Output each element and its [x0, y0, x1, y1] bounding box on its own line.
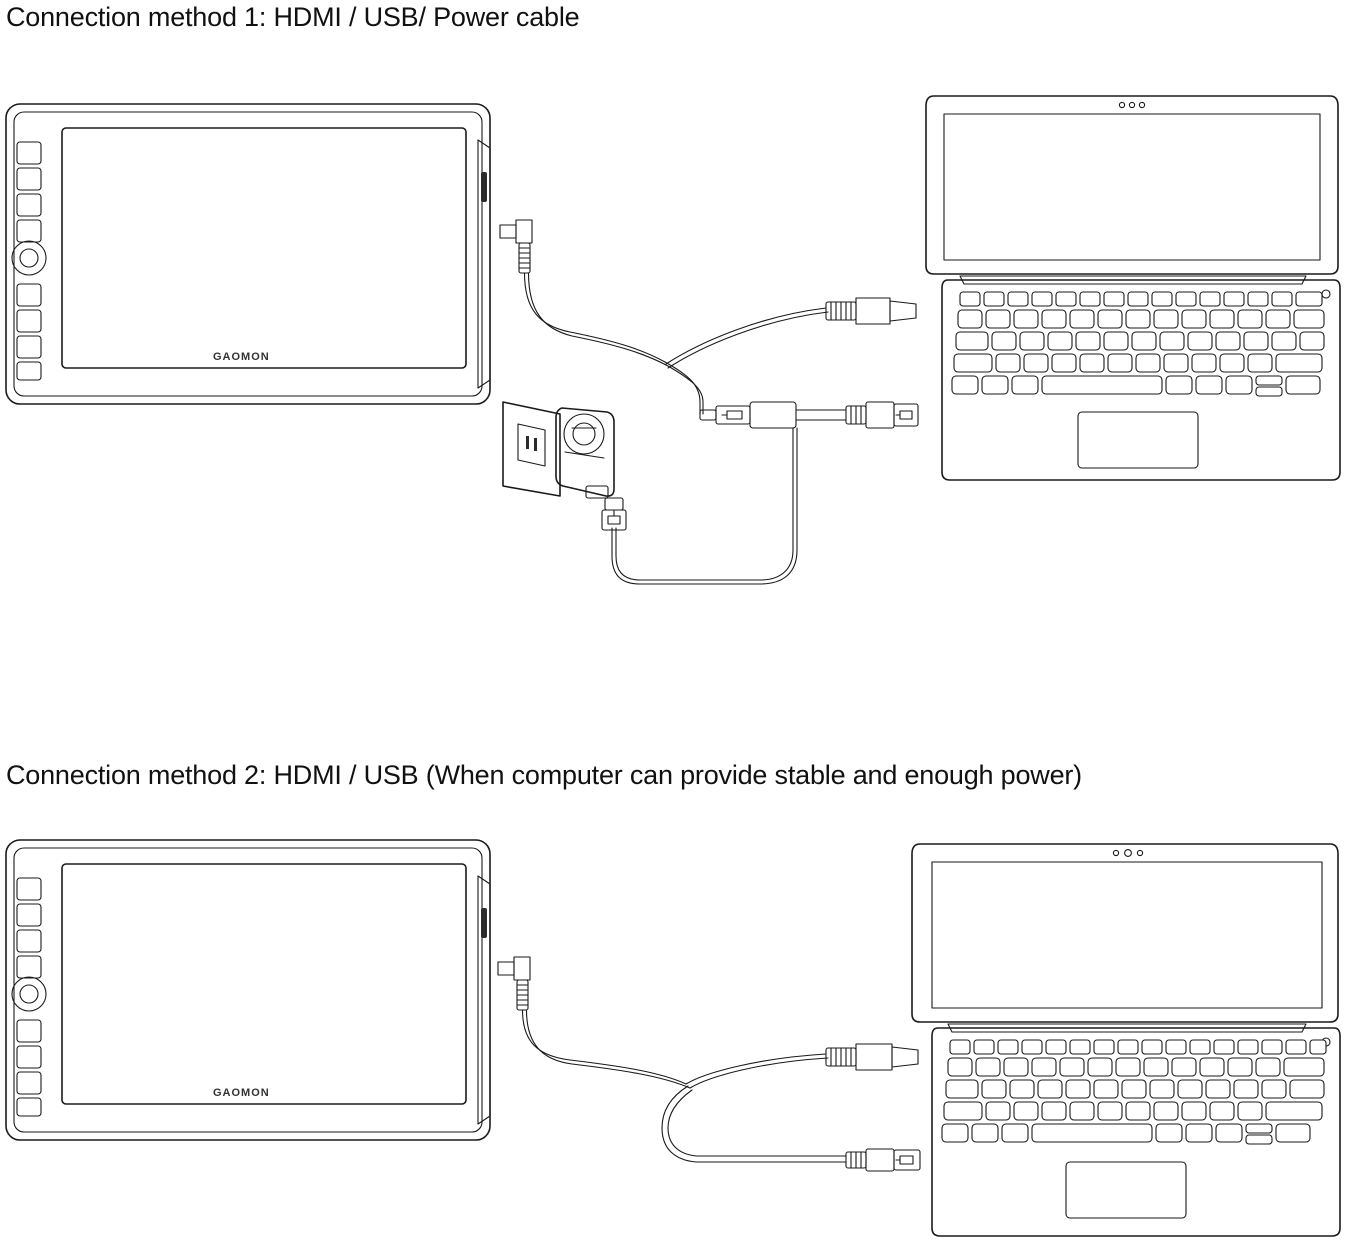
cable-assembly-1	[500, 220, 918, 584]
section-heading-method-1: Connection method 1: HDMI / USB/ Power cable	[6, 2, 580, 32]
cable-assembly-2	[498, 957, 920, 1171]
diagram-method-2	[0, 828, 1362, 1251]
laptop-computer-1	[926, 96, 1340, 480]
tablet-brand-label-1: GAOMON	[213, 351, 270, 363]
pen-display-tablet-1	[6, 104, 490, 404]
hdmi-connector-to-laptop-1	[826, 298, 916, 324]
usb-connector-to-laptop-2	[846, 1149, 920, 1171]
tablet-brand-label-2: GAOMON	[213, 1087, 270, 1099]
usb-power-connector-1	[602, 498, 626, 530]
power-adapter-1	[556, 408, 614, 498]
usb-junction-1	[700, 402, 796, 428]
section-heading-method-2: Connection method 2: HDMI / USB (When computer can provide stable and enough power)	[6, 760, 1082, 790]
hdmi-connector-to-tablet-1	[500, 220, 532, 273]
usb-connector-to-laptop-1	[846, 402, 918, 428]
pen-display-tablet-2	[6, 840, 490, 1140]
hdmi-connector-to-laptop-2	[826, 1044, 918, 1070]
diagram-method-1	[0, 80, 1362, 680]
hdmi-connector-to-tablet-2	[498, 957, 530, 1010]
laptop-computer-2	[912, 844, 1340, 1236]
wall-power-outlet-1	[503, 402, 560, 496]
